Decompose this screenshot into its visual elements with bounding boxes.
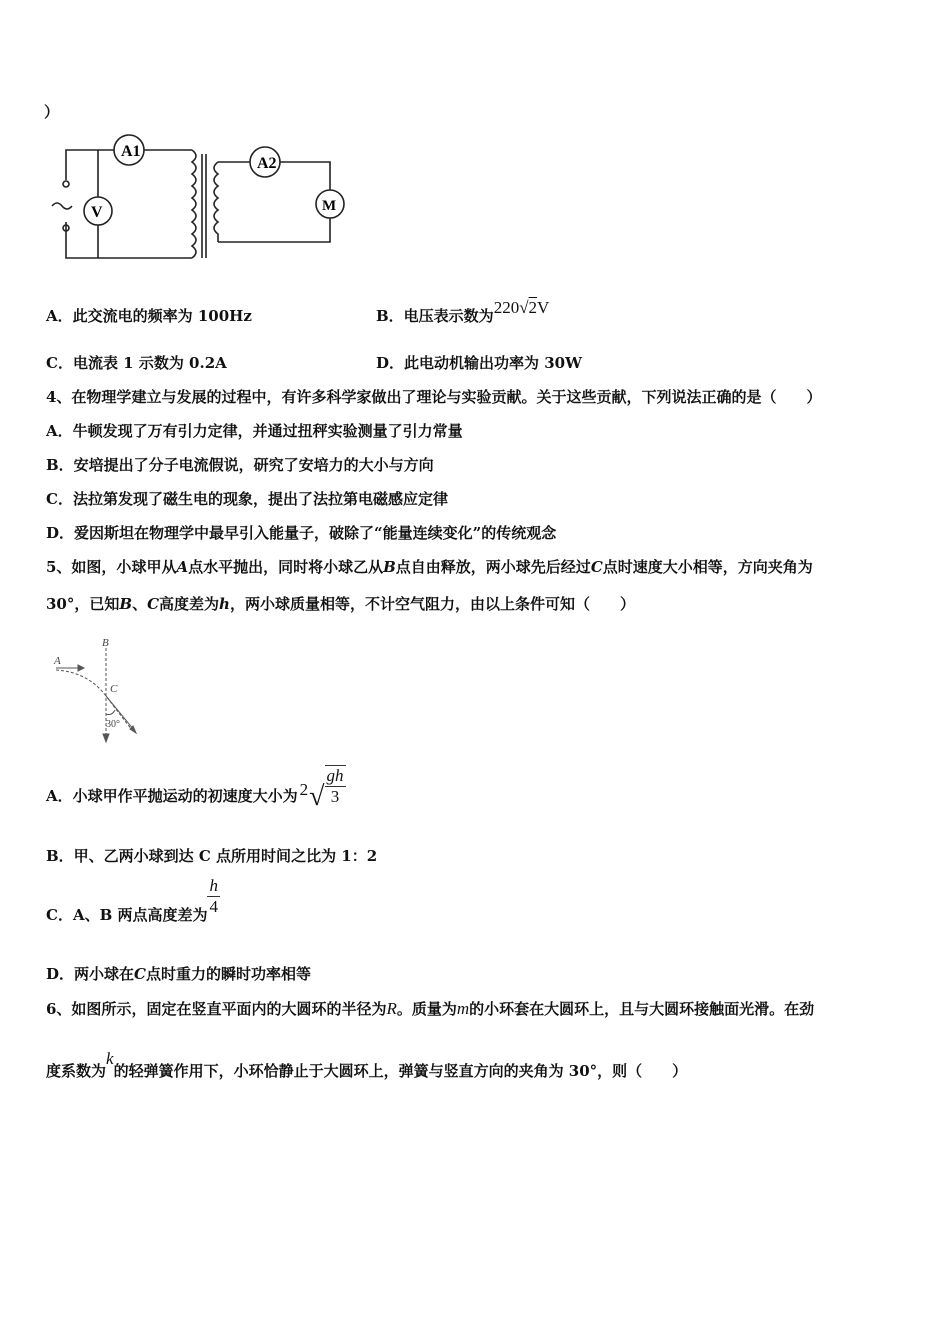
q4-stem: 4、在物理学建立与发展的过程中，有许多科学家做出了理论与实验贡献。关于这些贡献，下列说法正确的是（ ） [46,388,822,406]
projectile-diagram [48,634,148,744]
ammeter-a2 [250,147,280,177]
svg-text:M: M [322,198,337,214]
label-a: A [54,655,61,667]
svg-text:A2: A2 [257,155,277,172]
q3-option-c: C．电流表 1 示数为 0.2A [46,354,227,372]
q6-stem-line1: 6、如图所示，固定在竖直平面内的大圆环的半径为R。质量为m的小环套在大圆环上，且与大圆环接触面光滑。在劲 [46,999,815,1018]
q4-option-b: B．安培提出了分子电流假说，研究了安培力的大小与方向 [46,456,434,474]
q5-option-d: D．两小球在C点时重力的瞬时功率相等 [46,965,311,983]
ammeter-a1 [114,135,144,165]
q3-option-d: D．此电动机输出功率为 30W [376,354,582,372]
q3-option-a: A．此交流电的频率为 100Hz [46,307,252,325]
q5-stem-line2: 30°，已知B、C高度差为h，两小球质量相等，不计空气阻力，由以上条件可知（ ） [46,595,635,613]
motor [316,190,344,218]
voltmeter [84,197,112,225]
q4-option-d: D．爱因斯坦在物理学中最早引入能量子，破除了“能量连续变化”的传统观念 [46,524,557,542]
q5-option-b: B．甲、乙两小球到达 C 点所用时间之比为 1：2 [46,847,378,865]
q4-option-c: C．法拉第发现了磁生电的现象，提出了法拉第电磁感应定律 [46,490,448,508]
q3-option-b: B．电压表示数为220√2V [376,298,550,325]
q5-stem-line1: 5、如图，小球甲从A点水平抛出，同时将小球乙从B点自由释放，两小球先后经过C点时速度大小相等，方向夹角为 [46,558,813,576]
q5-option-a: A．小球甲作平抛运动的初速度大小为 2√ $\frac{gh}{3}$ [46,766,344,812]
a1-label: A1 [121,143,141,160]
q4-option-a: A．牛顿发现了万有引力定律，并通过扭秤实验测量了引力常量 [46,422,463,440]
label-angle: 30° [106,719,120,730]
label-c: C [110,683,118,695]
circuit-diagram [48,132,358,264]
label-b: B [102,637,109,649]
svg-text:V: V [91,204,103,221]
q5-option-c: C．A、B 两点高度差为 $\frac{h}{4}$ [46,875,218,924]
q6-stem-line2: 度系数为k的轻弹簧作用下，小环恰静止于大圆环上，弹簧与竖直方向的夹角为 30°，则（ ） [46,1049,688,1080]
top-paren: ） [44,103,60,121]
